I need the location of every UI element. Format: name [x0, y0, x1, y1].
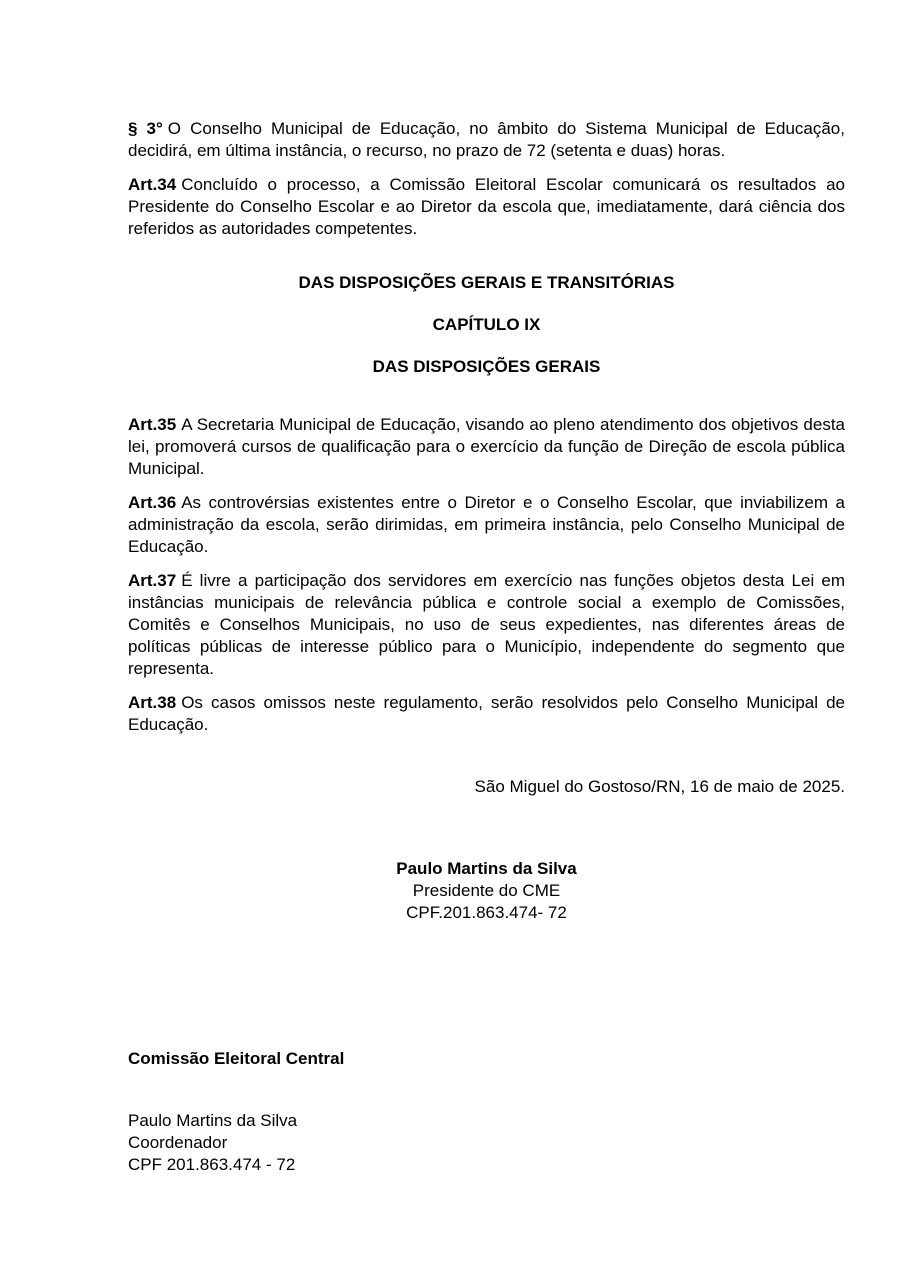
paragraph-art38	[128, 692, 845, 736]
commission-member-block	[128, 1110, 845, 1176]
paragraph-art34	[128, 174, 845, 240]
heading-capitulo-ix: CAPÍTULO IX	[432, 315, 541, 334]
dateline: São Miguel do Gostoso/RN, 16 de maio de 2025.	[474, 777, 845, 796]
signature-role: Presidente do CME	[412, 881, 561, 900]
paragraph-par3	[128, 118, 845, 162]
signature-name: Paulo Martins da Silva	[396, 859, 577, 878]
paragraph-art36-text: As controvérsias existentes entre o Diretor e o Conselho Escolar, que inviabilizem a administração da escola, serão dirimidas, em primeira instância, pelo Conselho Municipal de Educação.	[128, 493, 845, 556]
commission-member-name: Paulo Martins da Silva	[128, 1111, 298, 1130]
paragraph-art34-text: Concluído o processo, a Comissão Eleitoral Escolar comunicará os resultados ao Presidente do Conselho Escolar e ao Diretor da escola que, imediatamente, dará ciência dos referidos as autoridades competentes.	[128, 175, 845, 238]
paragraph-art35-label: Art.35	[128, 415, 177, 434]
paragraph-par3-text: O Conselho Municipal de Educação, no âmbito do Sistema Municipal de Educação, decidirá, em última instância, o recurso, no prazo de 72 (setenta e duas) horas.	[128, 119, 845, 160]
paragraph-art38-label: Art.38	[128, 693, 177, 712]
paragraph-art37	[128, 570, 845, 680]
paragraph-art35-text: A Secretaria Municipal de Educação, visando ao pleno atendimento dos objetivos desta lei, promoverá cursos de qualificação para o exercício da função de Direção de escola pública Municipal.	[128, 415, 845, 478]
paragraph-par3-label: § 3°	[128, 119, 163, 138]
paragraph-art34-label: Art.34	[128, 175, 177, 194]
signature-block	[128, 858, 845, 924]
paragraph-art35	[128, 414, 845, 480]
commission-heading: Comissão Eleitoral Central	[128, 1049, 345, 1068]
paragraph-art37-label: Art.37	[128, 571, 177, 590]
paragraph-art36-label: Art.36	[128, 493, 177, 512]
commission-member-role: Coordenador	[128, 1133, 228, 1152]
paragraph-art38-text: Os casos omissos neste regulamento, serão resolvidos pelo Conselho Municipal de Educação.	[128, 693, 845, 734]
commission-member-cpf: CPF 201.863.474 - 72	[128, 1155, 296, 1174]
signature-cpf: CPF.201.863.474- 72	[406, 903, 567, 922]
heading-disposicoes-gerais: DAS DISPOSIÇÕES GERAIS	[372, 357, 601, 376]
section-headings	[128, 272, 845, 378]
paragraph-art36	[128, 492, 845, 558]
heading-disposicoes-gerais-transitorias: DAS DISPOSIÇÕES GERAIS E TRANSITÓRIAS	[298, 273, 675, 292]
paragraph-art37-text: É livre a participação dos servidores em exercício nas funções objetos desta Lei em instâncias municipais de relevância pública e controle social a exemplo de Comissões, Comitês e Conselhos Municipais, no uso de seus expedientes, nas diferentes áreas de políticas públicas de interesse público para o Município, independente do segmento que representa.	[128, 571, 845, 678]
